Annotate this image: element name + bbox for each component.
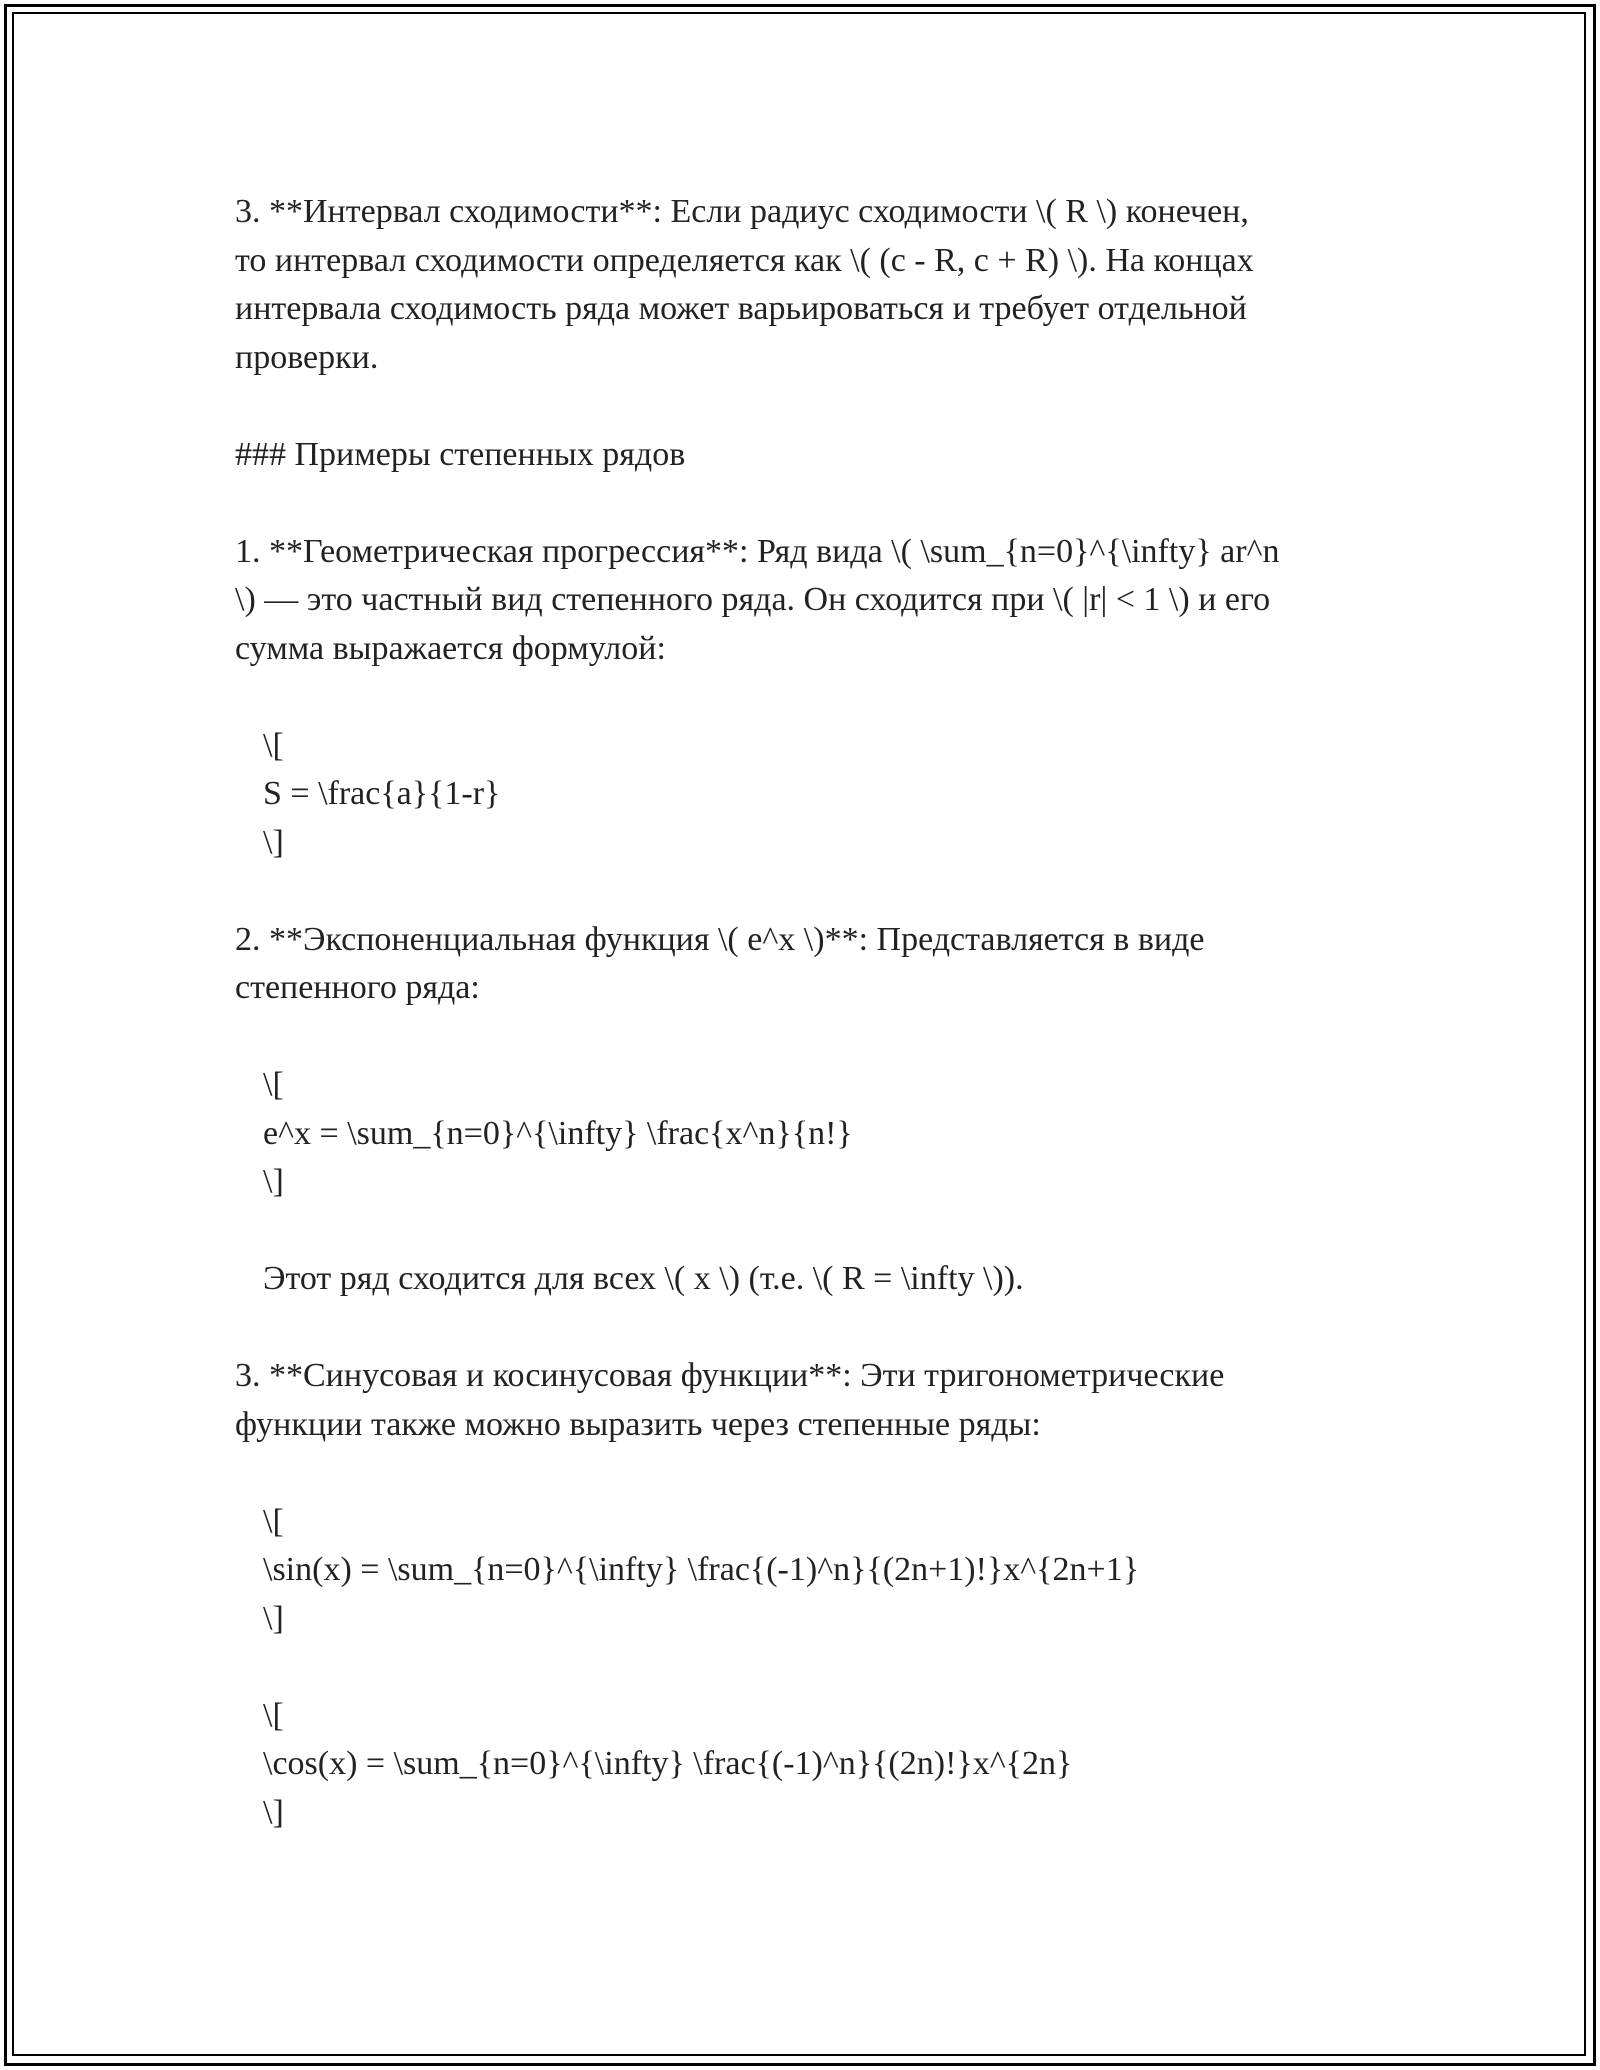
formula-body: \sin(x) = \sum_{n=0}^{\infty} \frac{(-1)^n}{(2n+1)!}x^{2n+1} (263, 1551, 1140, 1588)
formula-sin-series (235, 1498, 1365, 1644)
text-line: проверки. (235, 338, 379, 376)
formula-cos-series (235, 1692, 1365, 1838)
text-line: степенного ряда: (235, 969, 480, 1006)
text-line: функции также можно выразить через степенные ряды: (235, 1405, 1041, 1443)
text-line: 3. **Синусовая и косинусовая функции**: Эти тригонометрические (235, 1357, 1225, 1394)
formula-body: e^x = \sum_{n=0}^{\infty} \frac{x^n}{n!} (263, 1114, 853, 1152)
formula-close: \] (263, 1163, 284, 1200)
text-line: 3. **Интервал сходимости**: Если радиус сходимости \( R \) конечен, (235, 193, 1249, 230)
paragraph-geometric-progression (235, 528, 1365, 674)
formula-open: \[ (263, 726, 284, 764)
formula-open: \[ (263, 1696, 284, 1734)
formula-exponential-series (235, 1061, 1365, 1207)
document-body (235, 188, 1365, 1837)
text-line: сумма выражается формулой: (235, 629, 666, 667)
text-line: 1. **Геометрическая прогрессия**: Ряд вида \( \sum_{n=0}^{\infty} ar^n (235, 532, 1280, 570)
text-line: 2. **Экспоненциальная функция \( e^x \)**: Представляется в виде (235, 920, 1205, 958)
formula-close: \] (263, 1599, 284, 1637)
formula-geometric-sum (235, 722, 1365, 868)
paragraph-exponential-function (235, 916, 1365, 1013)
formula-open: \[ (263, 1502, 284, 1540)
formula-close: \] (263, 1793, 284, 1831)
paragraph-convergence-interval (235, 188, 1365, 382)
text-line: Этот ряд сходится для всех \( x \) (т.е. \( R = \infty \)). (263, 1260, 1024, 1297)
paragraph-trig-functions (235, 1352, 1365, 1449)
text-line: то интервал сходимости определяется как \( (c - R, c + R) \). На концах (235, 241, 1254, 279)
text-line: \) — это частный вид степенного ряда. Он сходится при \( |r| < 1 \) и его (235, 581, 1271, 618)
text-line: интервала сходимость ряда может варьироваться и требует отдельной (235, 290, 1247, 327)
formula-open: \[ (263, 1066, 284, 1103)
section-heading-examples (235, 431, 1365, 480)
heading-text: ### Примеры степенных рядов (235, 435, 686, 473)
formula-body: S = \frac{a}{1-r} (263, 775, 501, 812)
formula-close: \] (263, 823, 284, 861)
formula-body: \cos(x) = \sum_{n=0}^{\infty} \frac{(-1)^n}{(2n)!}x^{2n} (263, 1745, 1073, 1782)
note-exponential-convergence (235, 1255, 1365, 1304)
